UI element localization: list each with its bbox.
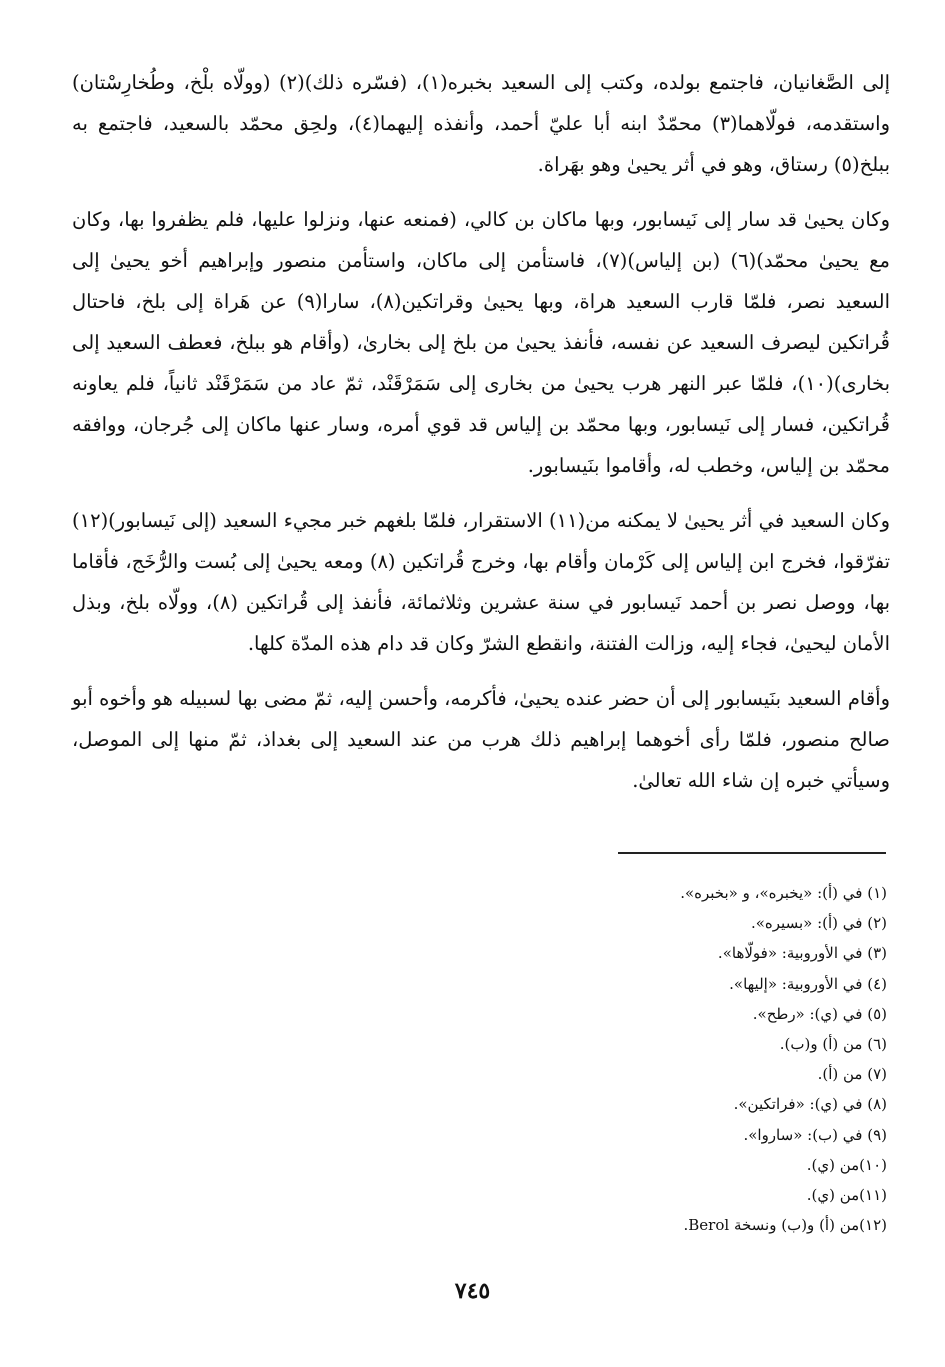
footnote: (٤) في الأوروبية: «إليها».	[729, 974, 887, 993]
footnotes	[247, 878, 887, 1240]
footnote: (١) في (أ): «يخبره»، و «بخبره».	[680, 884, 887, 902]
footnote: (٣) في الأوروبية: «فولّاها».	[717, 944, 887, 963]
main-text	[72, 62, 890, 815]
footnote: (١١)من (ي).	[806, 1186, 887, 1205]
footnote: (١٢)من (أ) و(ب) ونسخة Berol.	[683, 1216, 887, 1235]
footnote: (٧) من (أ).	[817, 1065, 887, 1084]
footnote-separator	[618, 852, 886, 854]
footnote: (٨) في (ي): «فراتكين».	[733, 1095, 887, 1114]
paragraph: وأقام السعيد بنَيسابور إلى أن حضر عنده يحيىٰ، فأكرمه، وأحسن إليه، ثمّ مضى بها لسبيله هو وأخوه أبو صالح منصور، فلمّا رأى أخوهما إبراهيم ذلك هرب من عند السعيد إلى بغداذ، ثمّ منها إلى الموصل، وسيأتي خبره إن شاء الله تعالىٰ.	[72, 687, 890, 792]
footnote: (٩) في (ب): «ساروا».	[743, 1125, 887, 1144]
page-number: ٧٤٥	[454, 1278, 491, 1304]
footnote: (٢) في (أ): «بسيره».	[750, 914, 887, 933]
paragraph: إلى الصَّغانيان، فاجتمع بولده، وكتب إلى السعيد بخبره(١)، (فسّره ذلك)(٢) (وولّاه بلْخ، وطُخارِسْتان) واستقدمه، فولّاهما(٣) محمّدٌ ابنه أبا عليّ أحمد، وأنفذه إليهما(٤)، ولحِق محمّد بالسعيد، فاجتمع به ببلخ(٥) رستاق، وهو في أثر يحيىٰ وهو بهَراة.	[72, 71, 891, 176]
footnote: (٦) من (أ) و(ب).	[779, 1035, 887, 1054]
footnote: (٥) في (ي): «رطح».	[752, 1004, 887, 1023]
paragraph: وكان السعيد في أثر يحيىٰ لا يمكنه من(١١) الاستقرار، فلمّا بلغهم خبر مجيء السعيد (إلى نَيسابور)(١٢) تفرّقوا، فخرج ابن إلياس إلى كَرْمان وأقام بها، وخرج قُراتكين (٨) ومعه يحيىٰ إلى بُست والرُّخَج، فأقاما بها، ووصل نصر بن أحمد نَيسابور في سنة عشرين وثلاثمائة، فأنفذ إلى قُراتكين (٨)، وولّاه بلخ، وبذل الأمان ليحيىٰ، فجاء إليه، وزالت الفتنة، وانقطع الشرّ وكان قد دام هذه المدّة كلها.	[72, 509, 891, 655]
paragraph: وكان يحيىٰ قد سار إلى نَيسابور، وبها ماكان بن كالي، (فمنعه عنها، ونزلوا عليها، فلم يظفروا بها، وكان مع يحيىٰ محمّد)(٦) (بن إلياس)(٧)، فاستأمن إلى ماكان، واستأمن منصور وإبراهيم أخو يحيىٰ إلى السعيد نصر، فلمّا قارب السعيد هراة، وبها يحيىٰ وقراتكين(٨)، سارا(٩) عن هَراة إلى بلخ، فاحتال قُراتكين ليصرف السعيد عن نفسه، فأنفذ يحيىٰ من بلخ إلى بخارىٰ، (وأقام هو ببلخ، فعطف السعيد إلى بخارى)(١٠)، فلمّا عبر النهر هرب يحيىٰ من بخارى إلى سَمَرْقَنْد، ثمّ عاد من سَمَرْقَنْد ثانياً، فلم يعاونه قُراتكين، فسار إلى نَيسابور، وبها محمّد بن إلياس قد قوي أمره، وسار عنها ماكان إلى جُرجان، ووافقه محمّد بن إلياس، وخطب له، وأقاموا بنَيسابور.	[72, 208, 890, 477]
footnote: (١٠)من (ي).	[806, 1155, 887, 1174]
